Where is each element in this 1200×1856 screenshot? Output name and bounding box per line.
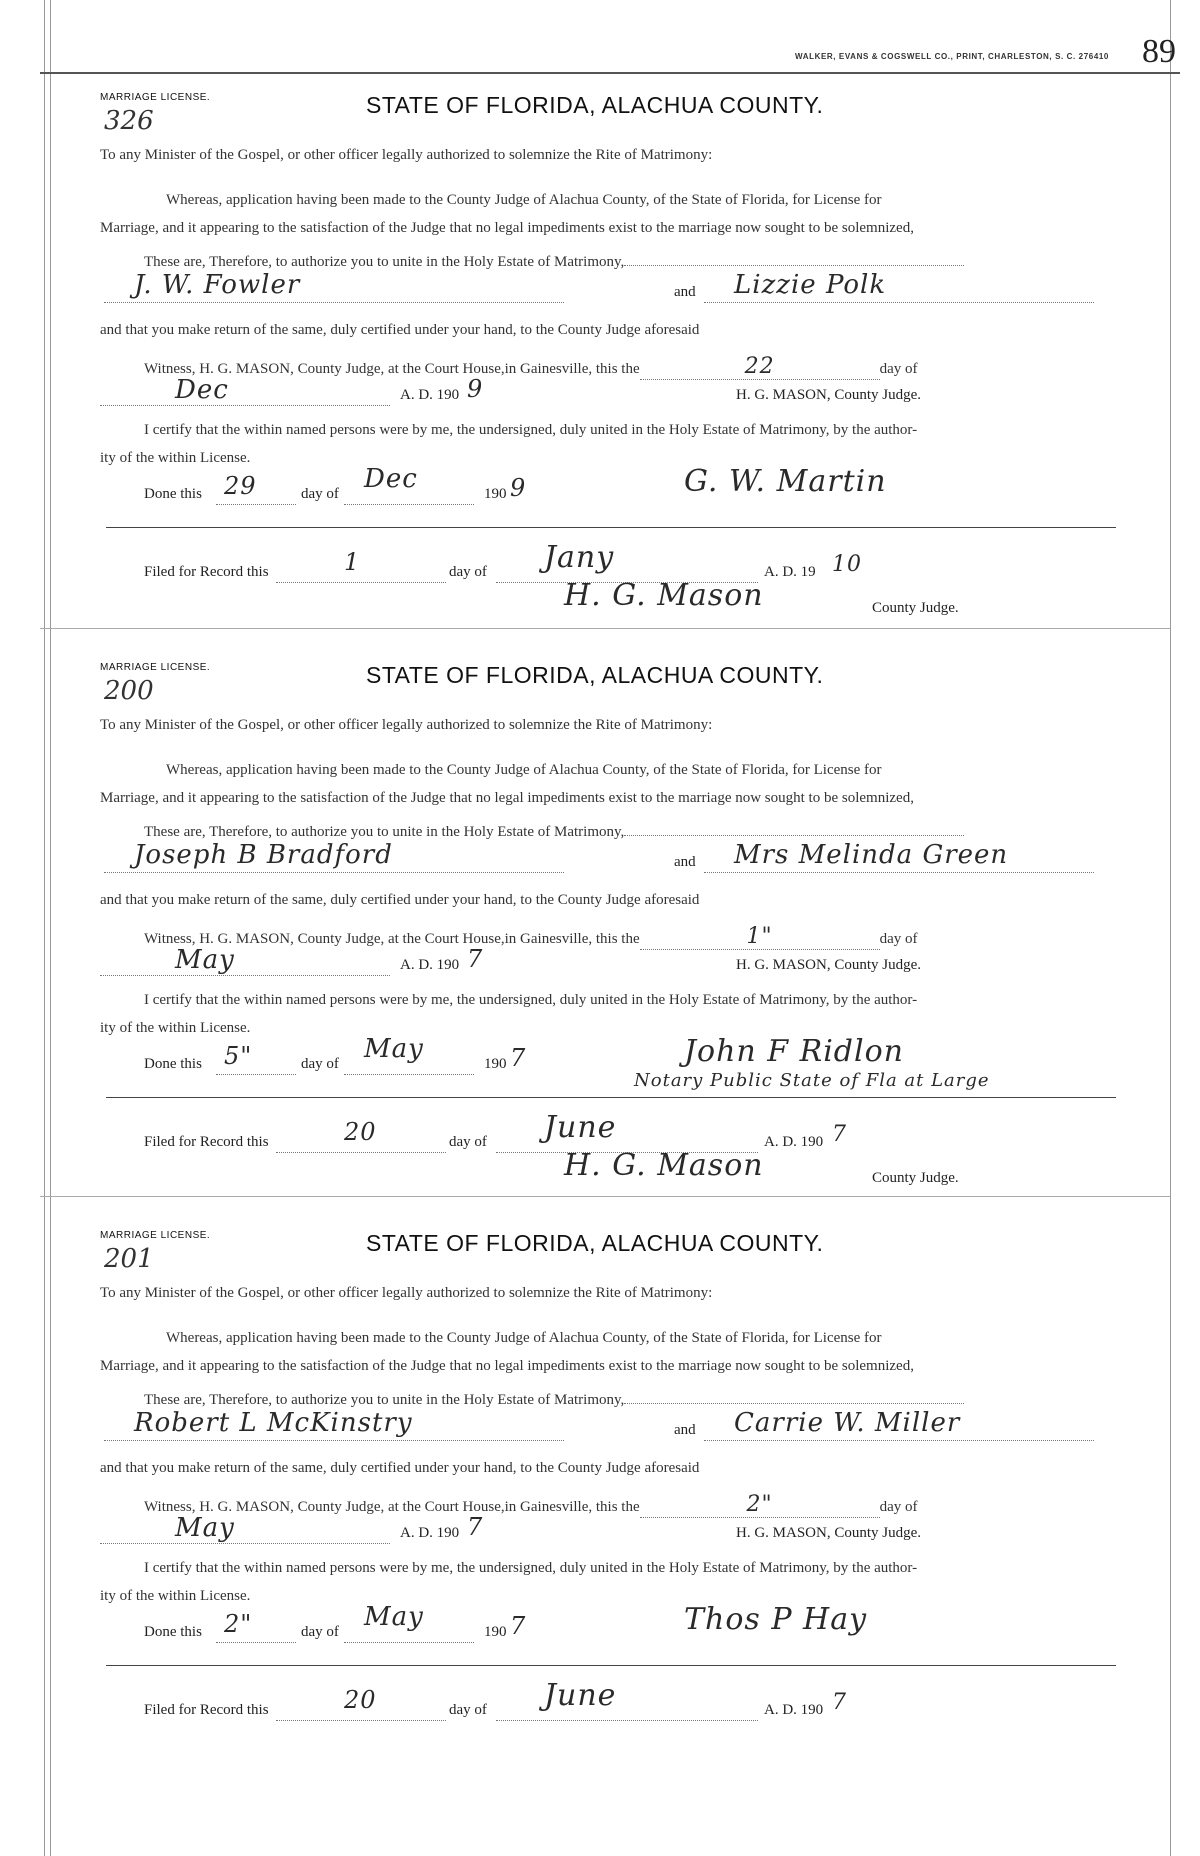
fill-line	[624, 247, 964, 266]
whereas-line-2: Marriage, and it appearing to the satisfaction of the Judge that no legal impediments exist to the marriage now sought to be solemnized,	[100, 220, 914, 236]
filed-ad-label: A. D. 190	[764, 1134, 824, 1150]
these-are-line	[144, 817, 964, 841]
whereas-line-2: Marriage, and it appearing to the satisfaction of the Judge that no legal impediments exist to the marriage now sought to be solemnized,	[100, 1358, 914, 1374]
and-word: and	[674, 854, 696, 870]
certificate-separator	[106, 1097, 1116, 1098]
certificate-separator	[106, 1665, 1116, 1666]
certify-line-2: ity of the within License.	[100, 1020, 251, 1036]
and-word: and	[674, 1422, 696, 1438]
license-year-digit: 7	[467, 945, 484, 973]
license-month: May	[175, 945, 235, 975]
ad-label: A. D. 190	[400, 387, 460, 403]
officiant-signature: John F Ridlon	[684, 1034, 904, 1069]
filed-ad-label: A. D. 190	[764, 1702, 824, 1718]
done-this-label: Done this	[144, 486, 202, 502]
county-judge-label: County Judge.	[872, 1170, 959, 1186]
bride-name: Carrie W. Miller	[734, 1408, 961, 1438]
officiant-signature: G. W. Martin	[684, 464, 887, 499]
certificate-separator	[106, 527, 1116, 528]
done-line	[144, 1602, 1114, 1652]
done-day-of-label: day of	[301, 1624, 339, 1640]
witness-day: 2"	[746, 1492, 773, 1517]
done-day: 5"	[224, 1042, 253, 1070]
ad-label: A. D. 190	[400, 1525, 460, 1541]
license-heading: STATE OF FLORIDA, ALACHUA COUNTY.	[366, 92, 824, 118]
license-divider	[40, 628, 1170, 629]
judge-label: H. G. MASON, County Judge.	[736, 957, 922, 973]
done-day: 29	[224, 472, 257, 500]
license-month: May	[175, 1513, 235, 1543]
license-number: 200	[104, 676, 154, 706]
day-of-label: day of	[879, 1499, 918, 1515]
filed-day-field	[276, 560, 446, 583]
officiant-title: Notary Public State of Fla at Large	[634, 1070, 990, 1091]
officiant-signature: Thos P Hay	[684, 1602, 868, 1637]
fill-line	[624, 817, 964, 836]
binding-line	[44, 0, 45, 1856]
done-month: May	[364, 1034, 424, 1064]
license-divider	[40, 1196, 1170, 1197]
these-are-line	[144, 1385, 964, 1409]
month-field	[100, 381, 390, 406]
filed-month: June	[544, 1678, 617, 1713]
done-this-label: Done this	[144, 1056, 202, 1072]
filed-year: 7	[832, 1690, 847, 1715]
these-are-line	[144, 247, 964, 271]
month-field	[100, 951, 390, 976]
license-number: 326	[104, 106, 154, 136]
done-year-prefix: 190	[484, 486, 507, 502]
month-line	[100, 1515, 1100, 1549]
whereas-line-1: Whereas, application having been made to the County Judge of Alachua County, of the State of Florida, for License for	[166, 762, 882, 778]
filed-month: Jany	[544, 540, 615, 575]
whereas-line-1: Whereas, application having been made to the County Judge of Alachua County, of the State of Florida, for License for	[166, 1330, 882, 1346]
month-line	[100, 947, 1100, 981]
license-heading: STATE OF FLORIDA, ALACHUA COUNTY.	[366, 662, 824, 688]
filed-line	[144, 1680, 1114, 1760]
fill-line	[624, 1385, 964, 1404]
done-year-digit: 9	[510, 474, 527, 502]
filed-day-of-label: day of	[449, 1134, 487, 1150]
witness-day: 22	[744, 354, 775, 379]
filed-line	[144, 1112, 1114, 1192]
certify-line-2: ity of the within License.	[100, 450, 251, 466]
filed-day-of-label: day of	[449, 1702, 487, 1718]
judge-label: H. G. MASON, County Judge.	[736, 387, 922, 403]
filed-month-field	[496, 1698, 758, 1721]
filed-month: June	[544, 1110, 617, 1145]
certify-line-2: ity of the within License.	[100, 1588, 251, 1604]
license-label: MARRIAGE LICENSE.	[100, 1230, 211, 1241]
done-this-label: Done this	[144, 1624, 202, 1640]
license-year-digit: 7	[467, 1513, 484, 1541]
groom-name: J. W. Fowler	[134, 270, 301, 300]
filed-year: 7	[832, 1122, 847, 1147]
filed-day: 20	[344, 1686, 377, 1714]
done-line	[144, 464, 1114, 514]
day-of-label: day of	[879, 931, 918, 947]
done-year-prefix: 190	[484, 1624, 507, 1640]
marriage-license-1	[96, 662, 1116, 1252]
printer-imprint: WALKER, EVANS & COGSWELL CO., PRINT, CHARLESTON, S. C. 276410	[795, 52, 1109, 61]
top-rule	[40, 72, 1180, 74]
these-are-text: These are, Therefore, to authorize you to unite in the Holy Estate of Matrimony,	[144, 254, 625, 270]
filed-label: Filed for Record this	[144, 564, 269, 580]
done-month: May	[364, 1602, 424, 1632]
filed-day: 20	[344, 1118, 377, 1146]
county-judge-label: County Judge.	[872, 600, 959, 616]
license-label: MARRIAGE LICENSE.	[100, 92, 211, 103]
certify-line-1: I certify that the within named persons were by me, the undersigned, duly united in the Holy Estate of Matrimony, by the author-	[144, 422, 918, 438]
license-month: Dec	[175, 375, 229, 405]
witness-text: Witness, H. G. MASON, County Judge, at the Court House,in Gainesville, this the	[144, 1499, 640, 1515]
filed-day: 1	[344, 548, 361, 576]
binding-line	[50, 0, 51, 1856]
names-line	[104, 1410, 1094, 1442]
witness-day: 1"	[746, 924, 773, 949]
bride-name: Lizzie Polk	[734, 270, 887, 300]
day-of-label: day of	[879, 361, 918, 377]
whereas-line-2: Marriage, and it appearing to the satisfaction of the Judge that no legal impediments exist to the marriage now sought to be solemnized,	[100, 790, 914, 806]
done-line	[144, 1034, 1114, 1091]
address-line: To any Minister of the Gospel, or other officer legally authorized to solemnize the Rite of Matrimony:	[100, 147, 713, 163]
these-are-text: These are, Therefore, to authorize you to unite in the Holy Estate of Matrimony,	[144, 824, 625, 840]
license-heading: STATE OF FLORIDA, ALACHUA COUNTY.	[366, 1230, 824, 1256]
filed-ad-label: A. D. 19	[764, 564, 816, 580]
certify-line-1: I certify that the within named persons were by me, the undersigned, duly united in the Holy Estate of Matrimony, by the author-	[144, 1560, 918, 1576]
witness-text: Witness, H. G. MASON, County Judge, at the Court House,in Gainesville, this the	[144, 361, 640, 377]
these-are-text: These are, Therefore, to authorize you to unite in the Holy Estate of Matrimony,	[144, 1392, 625, 1408]
marriage-license-0	[96, 92, 1116, 682]
address-line: To any Minister of the Gospel, or other officer legally authorized to solemnize the Rite of Matrimony:	[100, 1285, 713, 1301]
license-label: MARRIAGE LICENSE.	[100, 662, 211, 673]
address-line: To any Minister of the Gospel, or other officer legally authorized to solemnize the Rite of Matrimony:	[100, 717, 713, 733]
names-line	[104, 272, 1094, 304]
groom-name: Joseph B Bradford	[134, 840, 393, 870]
clerk-signature: H. G. Mason	[564, 578, 764, 613]
filed-line	[144, 542, 1114, 622]
done-day-of-label: day of	[301, 1056, 339, 1072]
bride-name: Mrs Melinda Green	[734, 840, 1009, 870]
whereas-line-1: Whereas, application having been made to the County Judge of Alachua County, of the State of Florida, for License for	[166, 192, 882, 208]
done-day-of-label: day of	[301, 486, 339, 502]
names-line	[104, 842, 1094, 874]
page-number: 89	[1142, 33, 1176, 70]
filed-label: Filed for Record this	[144, 1702, 269, 1718]
witness-text: Witness, H. G. MASON, County Judge, at the Court House,in Gainesville, this the	[144, 931, 640, 947]
marriage-license-2	[96, 1230, 1116, 1820]
return-line: and that you make return of the same, duly certified under your hand, to the County Judge aforesaid	[100, 892, 700, 908]
done-year-digit: 7	[510, 1612, 527, 1640]
clerk-signature: H. G. Mason	[564, 1148, 764, 1183]
return-line: and that you make return of the same, duly certified under your hand, to the County Judge aforesaid	[100, 322, 700, 338]
month-line	[100, 377, 1100, 411]
license-year-digit: 9	[467, 375, 484, 403]
filed-year: 10	[832, 552, 862, 577]
filed-day-of-label: day of	[449, 564, 487, 580]
done-year-prefix: 190	[484, 1056, 507, 1072]
judge-label: H. G. MASON, County Judge.	[736, 1525, 922, 1541]
return-line: and that you make return of the same, duly certified under your hand, to the County Judge aforesaid	[100, 1460, 700, 1476]
binding-line	[1170, 0, 1171, 1856]
done-month: Dec	[364, 464, 418, 494]
done-year-digit: 7	[510, 1044, 527, 1072]
done-day: 2"	[224, 1610, 253, 1638]
groom-name: Robert L McKinstry	[134, 1408, 413, 1438]
certify-line-1: I certify that the within named persons were by me, the undersigned, duly united in the Holy Estate of Matrimony, by the author-	[144, 992, 918, 1008]
license-number: 201	[104, 1244, 154, 1274]
ad-label: A. D. 190	[400, 957, 460, 973]
filed-label: Filed for Record this	[144, 1134, 269, 1150]
and-word: and	[674, 284, 696, 300]
month-field	[100, 1519, 390, 1544]
